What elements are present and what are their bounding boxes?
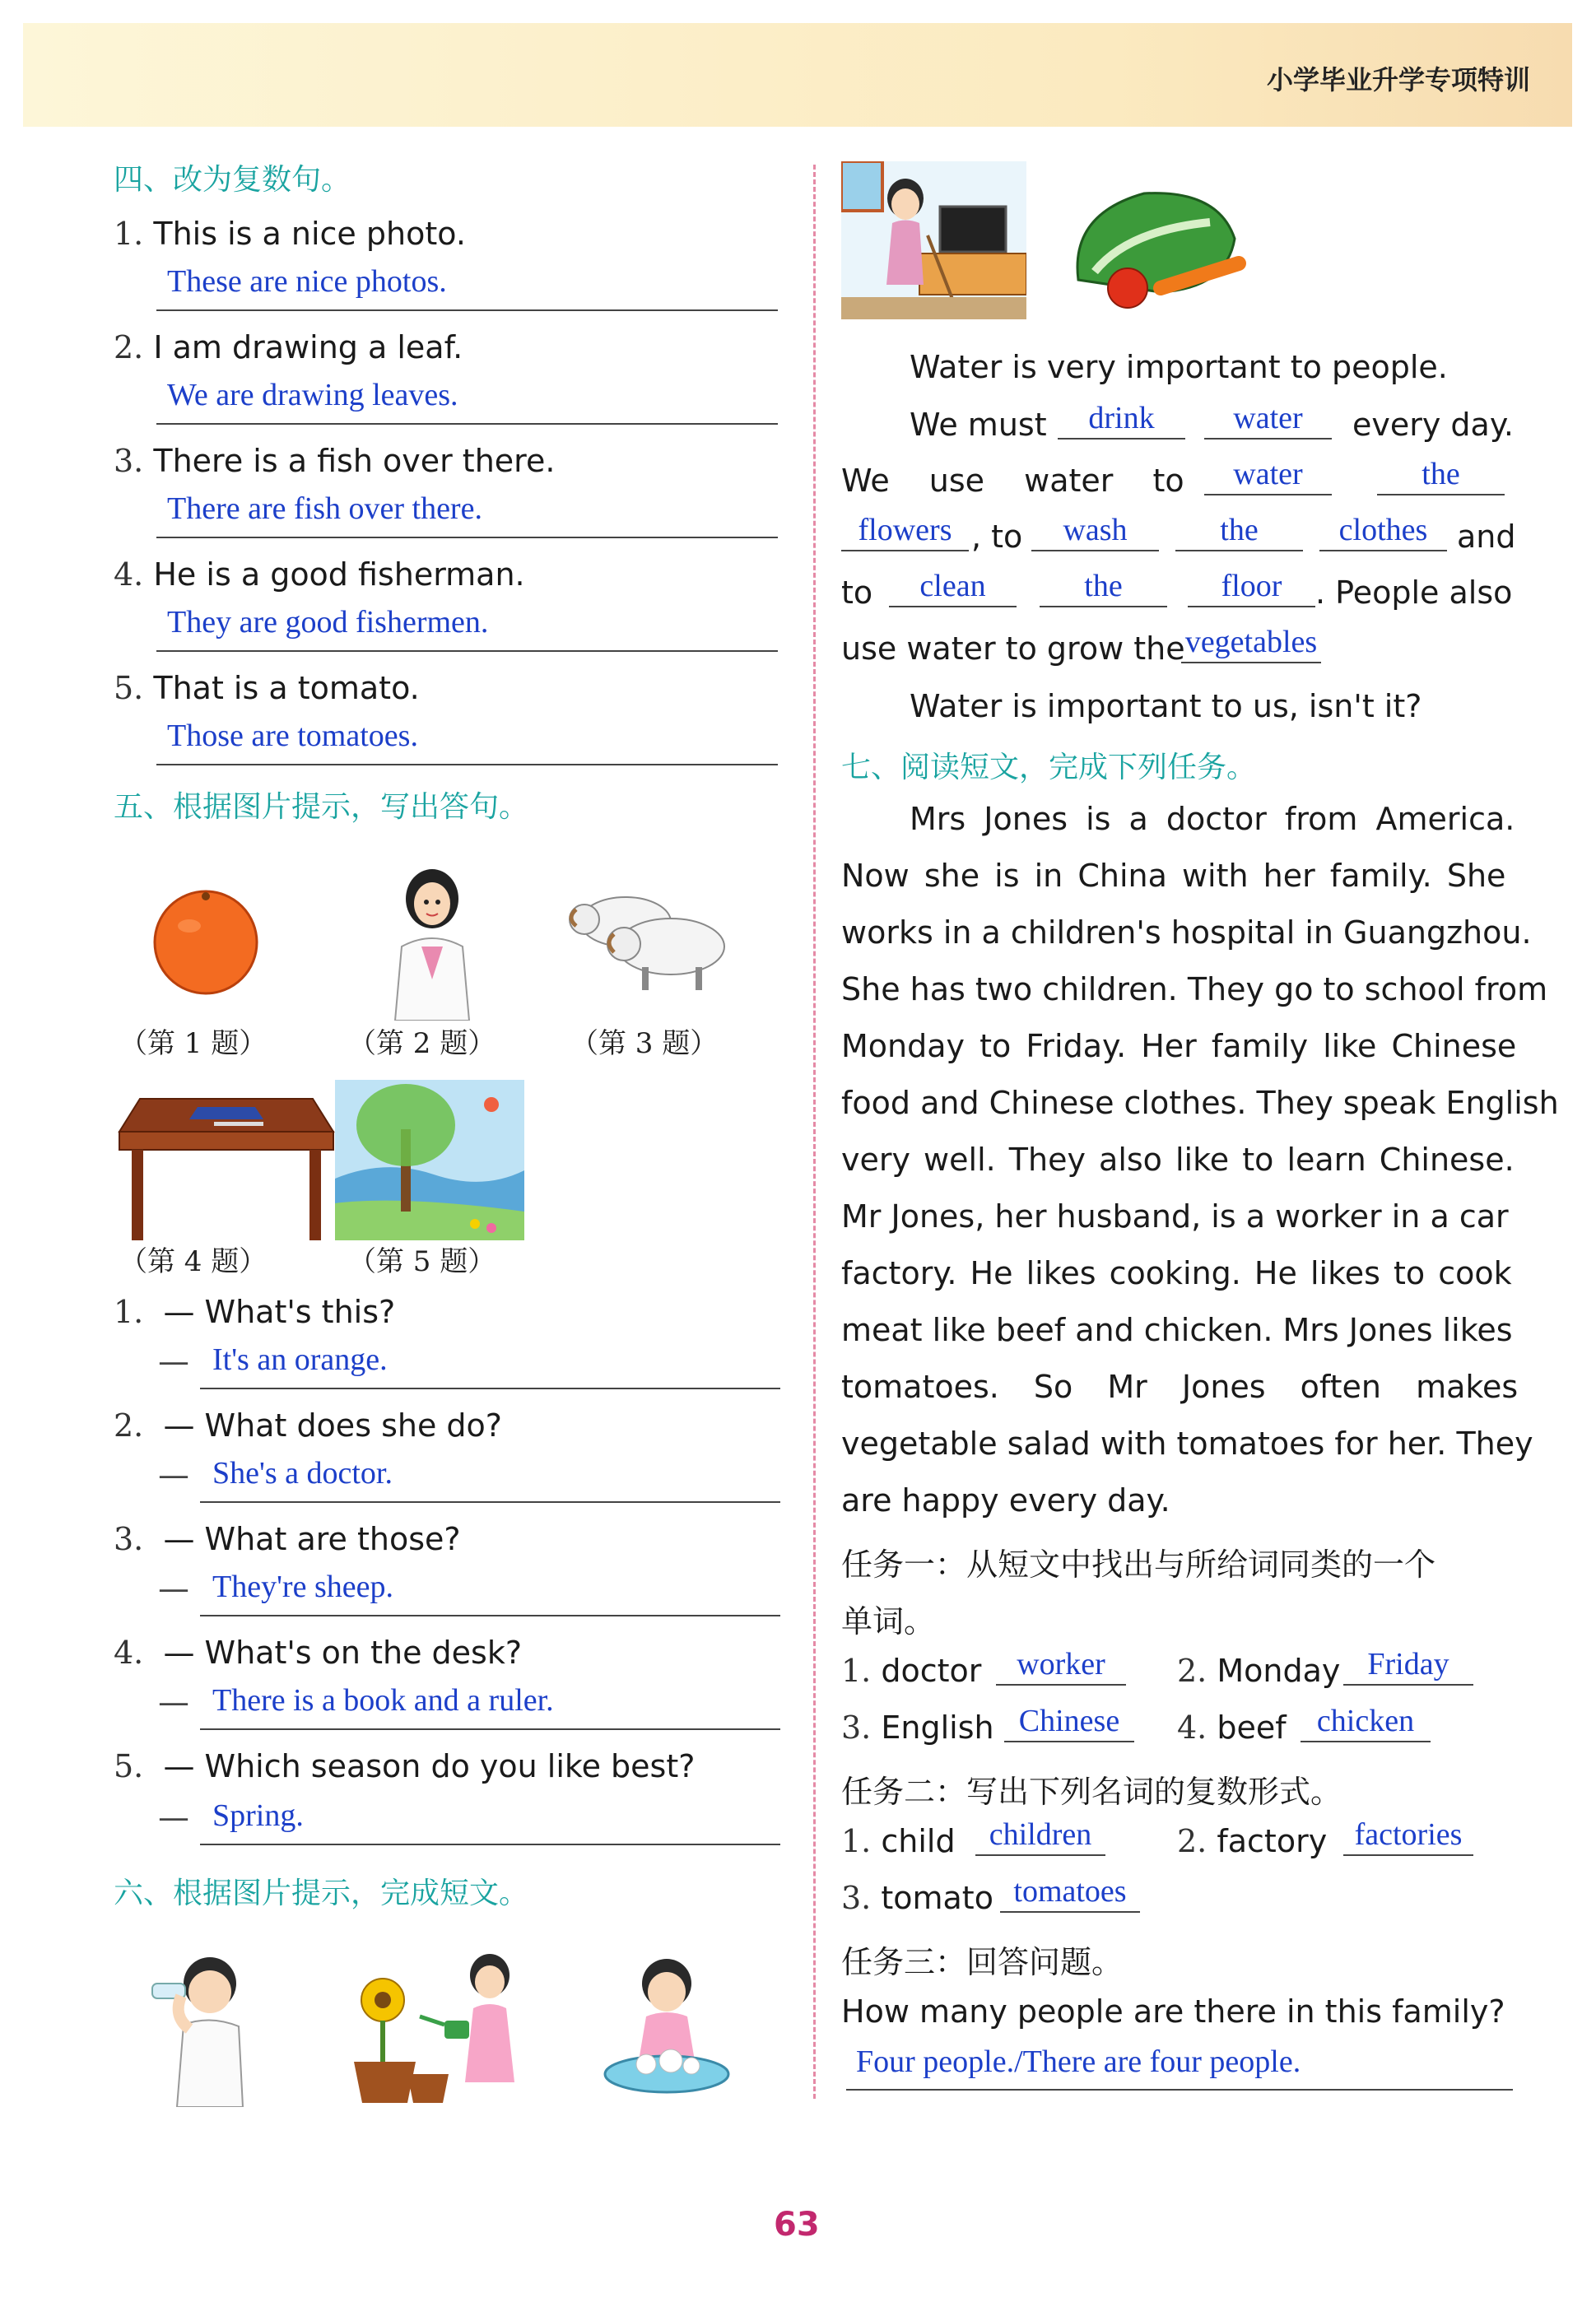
s4-a5[interactable]: Those are tomatoes. bbox=[167, 719, 418, 753]
s6-we-use-water: We use water to bbox=[841, 463, 1184, 499]
s4-a1[interactable]: These are nice photos. bbox=[167, 264, 447, 299]
s4-a2[interactable]: We are drawing leaves. bbox=[167, 378, 458, 412]
s5-q3: 3. — What are those? bbox=[114, 1521, 461, 1557]
t1-answer1[interactable]: worker bbox=[996, 1648, 1126, 1686]
orange-illustration bbox=[148, 885, 263, 996]
passage-line: factory. He likes cooking. He likes to cook bbox=[841, 1255, 1512, 1291]
passage-line: tomatoes. So Mr Jones often makes bbox=[841, 1369, 1519, 1405]
blank-11[interactable]: floor bbox=[1188, 570, 1315, 607]
blank-12[interactable]: vegetables bbox=[1181, 626, 1321, 663]
header-title: 小学毕业升学专项特训 bbox=[1266, 64, 1530, 95]
s4-a4[interactable]: They are good fishermen. bbox=[167, 605, 489, 640]
t1-item2: 2. Monday bbox=[1177, 1653, 1341, 1689]
t1-answer2[interactable]: Friday bbox=[1343, 1648, 1473, 1686]
caption-q5: （第 5 题） bbox=[348, 1245, 496, 1278]
answer-line bbox=[846, 2089, 1513, 2091]
answer-line bbox=[156, 764, 778, 765]
s6-line7: Water is important to us, isn't it? bbox=[910, 688, 1422, 724]
blank-9[interactable]: clean bbox=[889, 570, 1017, 607]
task1-heading: 任务一：从短文中找出与所给词同类的一个 bbox=[841, 1547, 1436, 1583]
t2-item3: 3. tomato bbox=[841, 1880, 993, 1916]
t2-answer3[interactable]: tomatoes bbox=[1000, 1875, 1140, 1913]
s4-a3[interactable]: There are fish over there. bbox=[167, 491, 482, 526]
s6-line1: Water is very important to people. bbox=[910, 349, 1448, 385]
page-number: 63 bbox=[774, 2206, 820, 2244]
s5-q2: 2. — What does she do? bbox=[114, 1407, 502, 1444]
passage-line: Mrs Jones is a doctor from America. bbox=[910, 801, 1515, 837]
blank-1[interactable]: drink bbox=[1058, 402, 1185, 440]
s6-and: and bbox=[1457, 519, 1516, 555]
s6-grow: use water to grow the bbox=[841, 630, 1185, 667]
s5-a2[interactable]: She's a doctor. bbox=[212, 1456, 393, 1491]
blank-4[interactable]: the bbox=[1377, 458, 1505, 495]
blank-6[interactable]: wash bbox=[1031, 514, 1159, 551]
dash: — bbox=[158, 1799, 189, 1835]
t3-answer[interactable]: Four people./There are four people. bbox=[856, 2044, 1301, 2079]
dash: — bbox=[158, 1457, 189, 1493]
t1-answer3[interactable]: Chinese bbox=[1004, 1705, 1134, 1742]
t2-item1: 1. child bbox=[841, 1823, 956, 1859]
section6-title: 六、根据图片提示，完成短文。 bbox=[114, 1877, 529, 1910]
blank-7[interactable]: the bbox=[1175, 514, 1303, 551]
t1-item4: 4. beef bbox=[1177, 1709, 1287, 1746]
caption-q4: （第 4 题） bbox=[119, 1245, 268, 1278]
s6-to: , to bbox=[971, 519, 1023, 555]
passage-line: food and Chinese clothes. They speak English bbox=[841, 1085, 1559, 1121]
boy-drinking-illustration bbox=[144, 1951, 259, 2107]
t1-answer4[interactable]: chicken bbox=[1301, 1705, 1431, 1742]
spring-illustration bbox=[335, 1080, 524, 1240]
s5-a5[interactable]: Spring. bbox=[212, 1798, 304, 1833]
answer-line bbox=[200, 1615, 780, 1616]
section5-title: 五、根据图片提示，写出答句。 bbox=[114, 790, 529, 824]
desk-illustration bbox=[115, 1091, 337, 1247]
girl-watering-flowers-illustration bbox=[337, 1942, 535, 2107]
answer-line bbox=[200, 1388, 780, 1389]
t2-answer1[interactable]: children bbox=[975, 1818, 1105, 1856]
s6-every-day: every day. bbox=[1352, 407, 1514, 443]
task1-heading-2: 单词。 bbox=[841, 1603, 936, 1640]
s5-a3[interactable]: They're sheep. bbox=[212, 1570, 393, 1604]
girl-washing-clothes-illustration bbox=[589, 1951, 745, 2103]
t1-item3: 3. English bbox=[841, 1709, 994, 1746]
s4-q4: 4. He is a good fisherman. bbox=[114, 556, 525, 593]
passage-line: very well. They also like to learn Chinese. bbox=[841, 1142, 1515, 1178]
task3-heading: 任务三：回答问题。 bbox=[841, 1944, 1124, 1980]
answer-line bbox=[156, 309, 778, 311]
vegetables-illustration bbox=[1062, 181, 1251, 313]
caption-q3: （第 3 题） bbox=[570, 1027, 719, 1060]
section4-title: 四、改为复数句。 bbox=[114, 163, 351, 197]
blank-10[interactable]: the bbox=[1040, 570, 1167, 607]
s5-q4: 4. — What's on the desk? bbox=[114, 1635, 523, 1671]
passage-line: She has two children. They go to school from bbox=[841, 971, 1548, 1007]
caption-q1: （第 1 题） bbox=[119, 1027, 268, 1060]
caption-q2: （第 2 题） bbox=[348, 1027, 496, 1060]
answer-line bbox=[200, 1501, 780, 1503]
s6-to2: to bbox=[841, 574, 873, 611]
answer-line bbox=[200, 1844, 780, 1845]
s4-q3: 3. There is a fish over there. bbox=[114, 443, 556, 479]
t2-answer2[interactable]: factories bbox=[1343, 1818, 1473, 1856]
doctor-illustration bbox=[379, 864, 486, 1021]
blank-3[interactable]: water bbox=[1204, 458, 1332, 495]
passage-line: Monday to Friday. Her family like Chinese bbox=[841, 1028, 1517, 1064]
passage-line: works in a children's hospital in Guangzhou. bbox=[841, 914, 1532, 951]
dash: — bbox=[158, 1684, 189, 1720]
t2-item2: 2. factory bbox=[1177, 1823, 1328, 1859]
s6-people-also: . People also bbox=[1315, 574, 1513, 611]
answer-line bbox=[156, 537, 778, 538]
answer-line bbox=[156, 650, 778, 652]
passage-line: meat like beef and chicken. Mrs Jones likes bbox=[841, 1312, 1513, 1348]
task2-heading: 任务二：写出下列名词的复数形式。 bbox=[841, 1774, 1342, 1810]
t3-question: How many people are there in this family? bbox=[841, 1993, 1505, 2030]
sheep-illustration bbox=[560, 885, 741, 996]
passage-line: Now she is in China with her family. She bbox=[841, 858, 1506, 894]
passage-line: are happy every day. bbox=[841, 1482, 1170, 1519]
dash: — bbox=[158, 1570, 189, 1607]
s5-q1: 1. — What's this? bbox=[114, 1294, 396, 1330]
blank-8[interactable]: clothes bbox=[1319, 514, 1447, 551]
s4-q2: 2. I am drawing a leaf. bbox=[114, 329, 463, 365]
dash: — bbox=[158, 1343, 189, 1379]
answer-line bbox=[156, 423, 778, 425]
answer-line bbox=[200, 1728, 780, 1730]
girl-mopping-illustration bbox=[841, 161, 1026, 319]
s6-we-must: We must bbox=[910, 407, 1047, 443]
s5-a4[interactable]: There is a book and a ruler. bbox=[212, 1683, 554, 1718]
t1-item1: 1. doctor bbox=[841, 1653, 982, 1689]
blank-5[interactable]: flowers bbox=[841, 514, 969, 551]
s5-a1[interactable]: It's an orange. bbox=[212, 1342, 388, 1377]
column-divider bbox=[813, 165, 816, 2099]
blank-2[interactable]: water bbox=[1204, 402, 1332, 440]
s4-q1: 1. This is a nice photo. bbox=[114, 216, 466, 252]
passage-line: Mr Jones, her husband, is a worker in a car bbox=[841, 1198, 1509, 1235]
section7-title: 七、阅读短文，完成下列任务。 bbox=[841, 751, 1257, 784]
s5-q5: 5. — Which season do you like best? bbox=[114, 1748, 696, 1784]
s4-q5: 5. That is a tomato. bbox=[114, 670, 420, 706]
passage-line: vegetable salad with tomatoes for her. They bbox=[841, 1426, 1533, 1462]
